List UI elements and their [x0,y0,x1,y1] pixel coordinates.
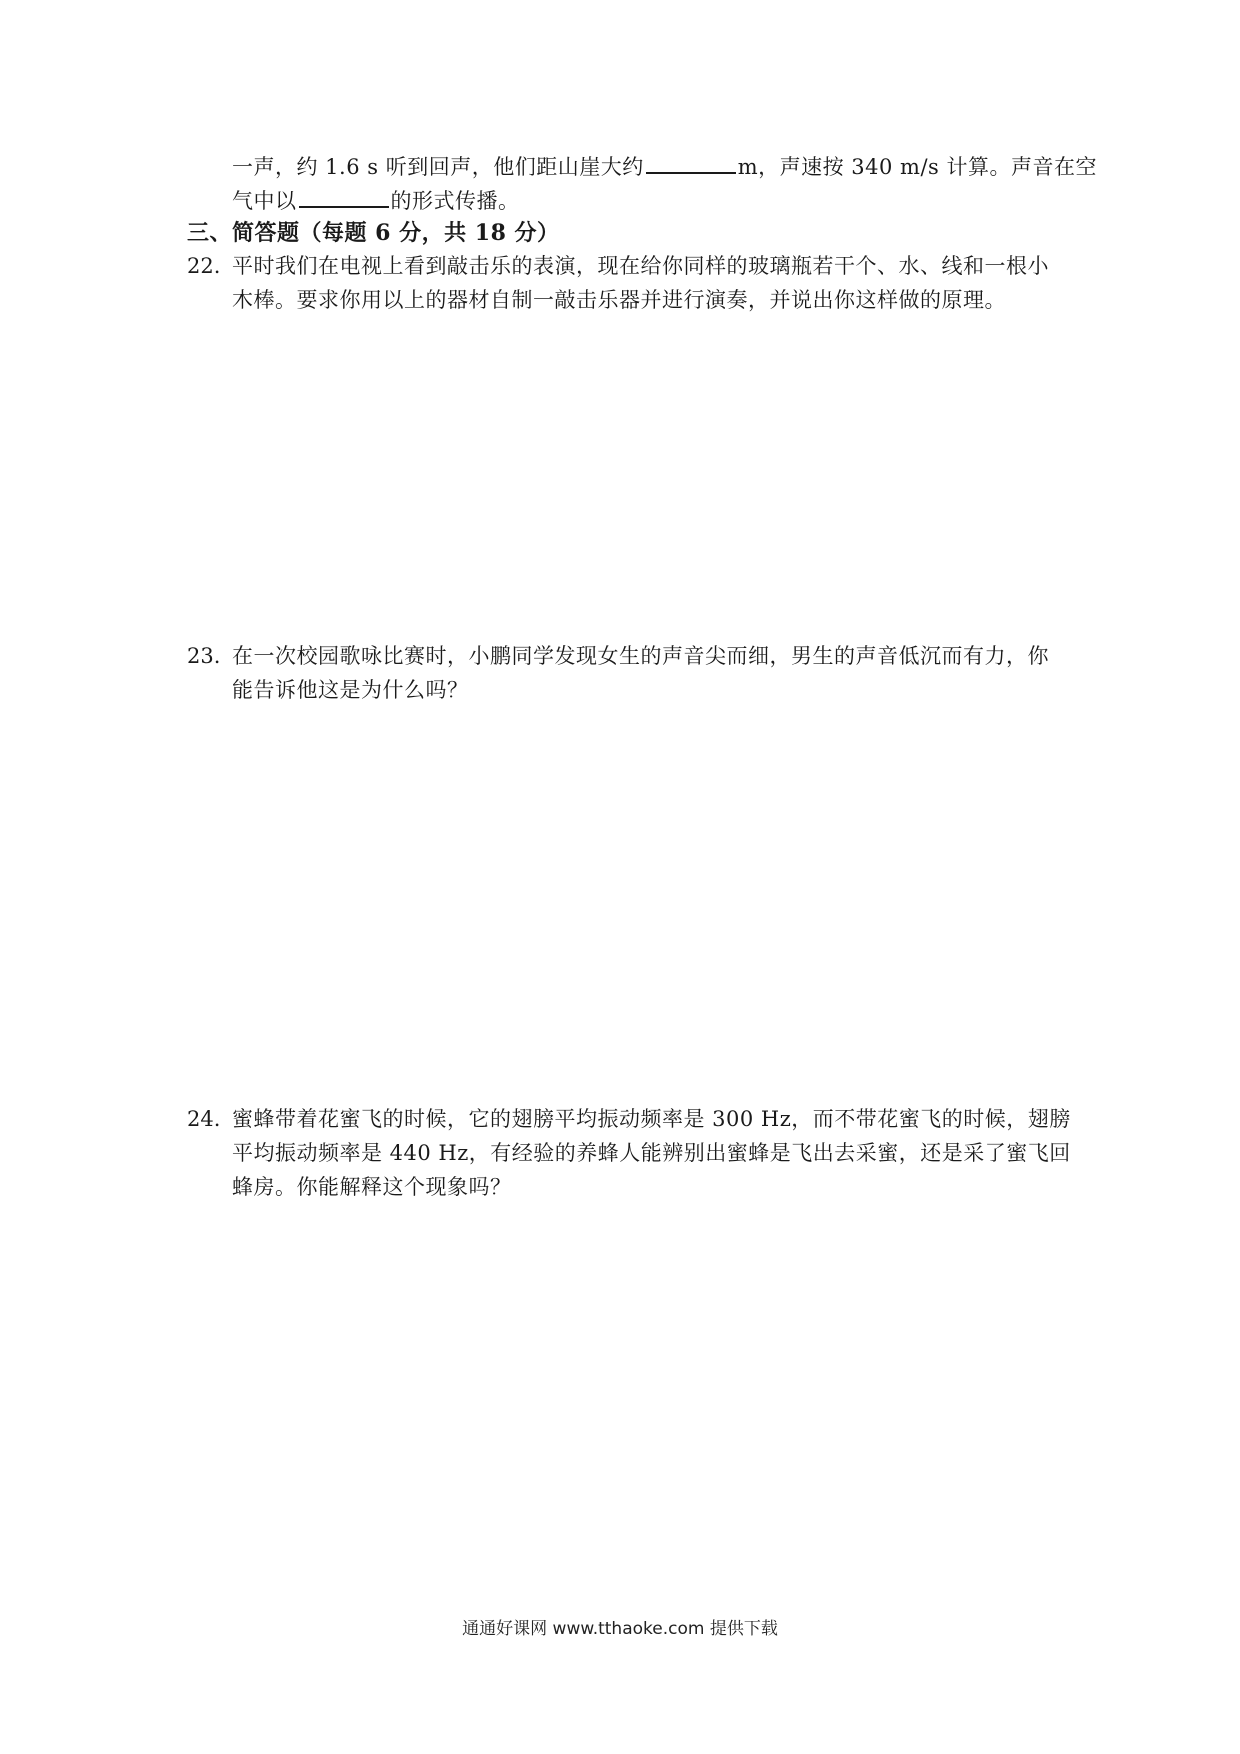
q23-line-1: 在一次校园歌咏比赛时，小鹏同学发现女生的声音尖而细，男生的声音低沉而有力，你 [232,644,1049,668]
q21-line-2-text-b: 的形式传播。 [390,189,520,213]
footer-text: 通通好课网 www.tthaoke.com 提供下载 [462,1619,778,1639]
q23-number: 23. [187,644,221,668]
q21-line-1-text-b: m，声速按 340 m/s 计算。声音在空 [737,155,1097,179]
section-3-heading: 三、简答题（每题 6 分，共 18 分） [187,220,560,246]
q22-number: 22. [187,254,221,278]
q21-answer-blank-2[interactable] [299,184,389,208]
q24-line-2: 平均振动频率是 440 Hz，有经验的养蜂人能辨别出蜜蜂是飞出去采蜜，还是采了蜜飞回 [232,1141,1071,1165]
q23-line-2: 能告诉他这是为什么吗？ [232,678,469,702]
q21-line-1 [232,150,1097,182]
q22-line-1: 平时我们在电视上看到敲击乐的表演，现在给你同样的玻璃瓶若干个、水、线和一根小 [232,254,1049,278]
q23-answer-space[interactable] [187,715,1057,1085]
q22-answer-space[interactable] [187,325,1057,625]
q21-answer-blank-1[interactable] [646,150,736,174]
q24-line-3: 蜂房。你能解释这个现象吗？ [232,1175,512,1199]
q24-line-1: 蜜蜂带着花蜜飞的时候，它的翅膀平均振动频率是 300 Hz，而不带花蜜飞的时候，翅膀 [232,1107,1071,1131]
q21-line-2-text-a: 气中以 [232,189,297,213]
q22-line-2: 木棒。要求你用以上的器材自制一敲击乐器并进行演奏，并说出你这样做的原理。 [232,288,1006,312]
q21-line-1-text-a: 一声，约 1.6 s 听到回声，他们距山崖大约 [232,155,644,179]
q24-number: 24. [187,1107,221,1131]
q24-answer-space[interactable] [187,1212,1057,1592]
q21-line-2 [232,184,520,216]
